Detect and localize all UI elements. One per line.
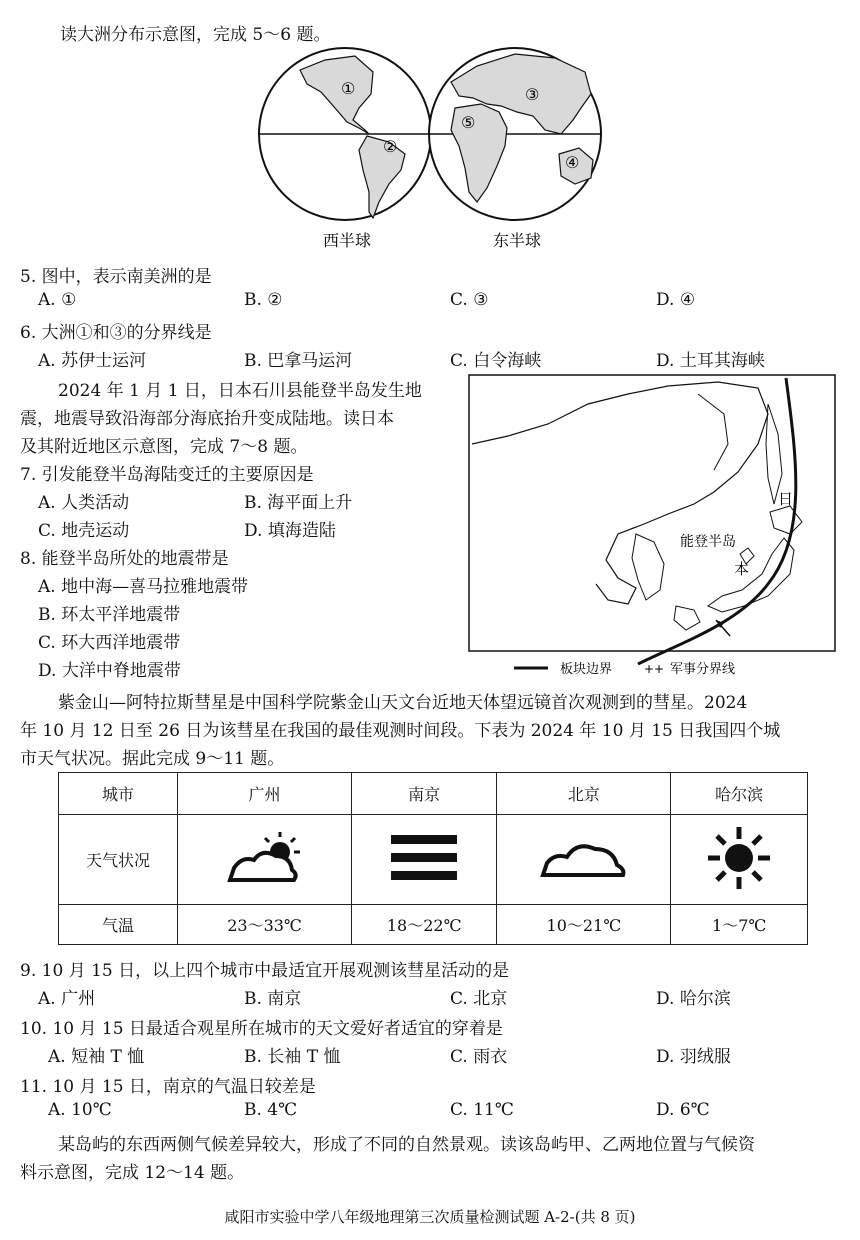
q11-option-b[interactable]: B. 4℃ <box>244 1100 298 1120</box>
label-3: ③ <box>525 85 540 104</box>
cell-harbin-weather <box>671 815 808 905</box>
cell-beijing-weather <box>497 815 671 905</box>
intro-9-11-line1: 紫金山—阿特拉斯彗星是中国科学院紫金山天文台近地天体望远镜首次观测到的彗星。2024 <box>58 693 748 713</box>
q8-option-b[interactable]: B. 环太平洋地震带 <box>38 605 181 625</box>
intro-12-14-line1: 某岛屿的东西两侧气候差异较大，形成了不同的自然景观。读该岛屿甲、乙两地位置与气候资 <box>58 1135 755 1155</box>
q6-stem: 6. 大洲①和③的分界线是 <box>20 323 212 343</box>
west-caption: 西半球 <box>323 231 372 250</box>
q9-option-b[interactable]: B. 南京 <box>244 989 302 1009</box>
east-caption: 东半球 <box>493 231 542 250</box>
q9-option-d[interactable]: D. 哈尔滨 <box>656 989 731 1009</box>
q8-option-c[interactable]: C. 环大西洋地震带 <box>38 633 181 653</box>
label-1: ① <box>341 79 356 98</box>
japan-map <box>468 374 838 684</box>
q11-option-a[interactable]: A. 10℃ <box>48 1100 112 1120</box>
row-weather-label: 天气状况 <box>59 815 178 905</box>
q5-option-d[interactable]: D. ④ <box>656 290 696 310</box>
q7-option-c[interactable]: C. 地壳运动 <box>38 521 130 541</box>
partly-cloudy-icon <box>220 828 310 888</box>
hemisphere-map <box>255 42 605 252</box>
row-temp-label: 气温 <box>59 905 178 945</box>
legend-plate: 板块边界 <box>560 662 613 677</box>
q10-option-c[interactable]: C. 雨衣 <box>450 1047 508 1067</box>
q6-option-b[interactable]: B. 巴拿马运河 <box>244 351 353 371</box>
q6-option-a[interactable]: A. 苏伊士运河 <box>38 351 147 371</box>
q5-stem: 5. 图中，表示南美洲的是 <box>20 267 212 287</box>
intro-9-11-line3: 市天气状况。据此完成 9～11 题。 <box>20 749 285 769</box>
q8-option-d[interactable]: D. 大洋中脊地震带 <box>38 661 181 681</box>
q5-option-b[interactable]: B. ② <box>244 290 283 310</box>
intro-12-14-line2: 料示意图，完成 12～14 题。 <box>20 1163 245 1183</box>
intro-7-8-line1: 2024 年 1 月 1 日，日本石川县能登半岛发生地 <box>58 381 422 401</box>
intro-7-8-line3: 及其附近地区示意图，完成 7～8 题。 <box>20 437 308 457</box>
q11-stem: 11. 10 月 15 日，南京的气温日较差是 <box>20 1077 316 1097</box>
header-guangzhou: 广州 <box>178 773 352 815</box>
label-2: ② <box>383 137 398 156</box>
q8-stem: 8. 能登半岛所处的地震带是 <box>20 549 229 569</box>
cloudy-icon <box>539 835 629 881</box>
q10-option-d[interactable]: D. 羽绒服 <box>656 1047 731 1067</box>
q6-option-d[interactable]: D. 土耳其海峡 <box>656 351 765 371</box>
weather-table <box>58 772 808 945</box>
fog-icon <box>389 833 459 883</box>
intro-7-8-line2: 震，地震导致沿海部分海底抬升变成陆地。读日本 <box>20 409 394 429</box>
header-nanjing: 南京 <box>352 773 497 815</box>
q9-option-a[interactable]: A. 广州 <box>38 989 96 1009</box>
sunny-icon <box>704 823 774 893</box>
cell-nanjing-temp: 18～22℃ <box>352 905 497 945</box>
q7-option-b[interactable]: B. 海平面上升 <box>244 493 353 513</box>
q5-option-a[interactable]: A. ① <box>38 290 77 310</box>
cell-harbin-temp: 1～7℃ <box>671 905 808 945</box>
q7-option-d[interactable]: D. 填海造陆 <box>244 521 336 541</box>
q11-option-d[interactable]: D. 6℃ <box>656 1100 710 1120</box>
q9-option-c[interactable]: C. 北京 <box>450 989 508 1009</box>
intro-9-11-line2: 年 10 月 12 日至 26 日为该彗星在我国的最佳观测时间段。下表为 2024 年 10 月 15 日我国四个城 <box>20 721 781 741</box>
label-ben: 本 <box>734 560 750 578</box>
q10-option-a[interactable]: A. 短袖 T 恤 <box>48 1047 145 1067</box>
label-5: ⑤ <box>461 113 476 132</box>
cell-guangzhou-weather <box>178 815 352 905</box>
label-4: ④ <box>565 153 580 172</box>
legend-plus: ++ <box>644 662 665 676</box>
header-harbin: 哈尔滨 <box>671 773 808 815</box>
cell-beijing-temp: 10～21℃ <box>497 905 671 945</box>
label-noto: 能登半岛 <box>680 534 736 550</box>
intro-5-6: 读大洲分布示意图，完成 5～6 题。 <box>60 25 331 45</box>
cell-guangzhou-temp: 23～33℃ <box>178 905 352 945</box>
q8-option-a[interactable]: A. 地中海—喜马拉雅地震带 <box>38 577 249 597</box>
q10-stem: 10. 10 月 15 日最适合观星所在城市的天文爱好者适宜的穿着是 <box>20 1019 503 1039</box>
header-beijing: 北京 <box>497 773 671 815</box>
label-ri: 日 <box>778 490 794 508</box>
q11-option-c[interactable]: C. 11℃ <box>450 1100 514 1120</box>
q6-option-c[interactable]: C. 白令海峡 <box>450 351 542 371</box>
legend-military: 军事分界线 <box>670 662 736 677</box>
q10-option-b[interactable]: B. 长袖 T 恤 <box>244 1047 341 1067</box>
q7-option-a[interactable]: A. 人类活动 <box>38 493 130 513</box>
q9-stem: 9. 10 月 15 日，以上四个城市中最适宜开展观测该彗星活动的是 <box>20 961 510 981</box>
q7-stem: 7. 引发能登半岛海陆变迁的主要原因是 <box>20 465 314 485</box>
q5-option-c[interactable]: C. ③ <box>450 290 489 310</box>
header-city: 城市 <box>59 773 178 815</box>
cell-nanjing-weather <box>352 815 497 905</box>
page-footer: 咸阳市实验中学八年级地理第三次质量检测试题 A-2-(共 8 页) <box>224 1208 636 1226</box>
